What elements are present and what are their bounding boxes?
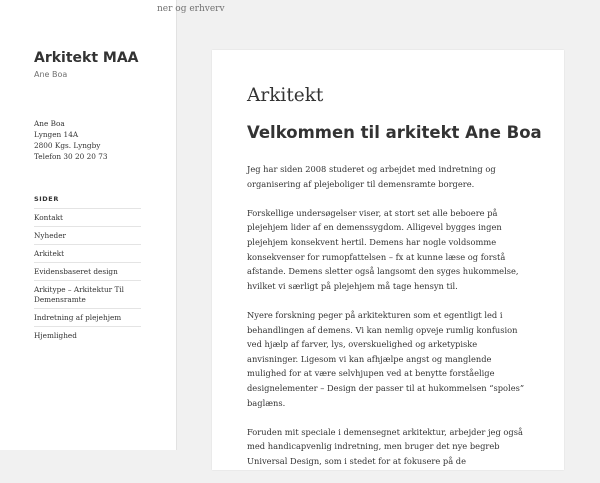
text-line: med handicapvenlig indretning, men bruger det nye begreb xyxy=(247,441,500,452)
paragraph xyxy=(247,425,547,469)
text-line: organisering af plejeboliger til demensramte borgere. xyxy=(247,178,475,189)
nav-item-arkitype[interactable] xyxy=(34,281,141,309)
text-line: Nyere forskning peger på arkitekturen som et egentligt led i xyxy=(247,309,503,320)
text-line: Forskellige undersøgelser viser, at stort set alle beboere på xyxy=(247,207,498,218)
text-line: plejehjem lider af en demenssygdom. Alligevel bygges ingen xyxy=(247,222,502,233)
sidebar xyxy=(0,0,177,450)
text-line: plejehjem konsekvent hertil. Demens har nogle voldsomme xyxy=(247,236,497,247)
main-content xyxy=(212,50,564,470)
text-line: hvilket vi særligt på plejehjem må tage hensyn til. xyxy=(247,280,458,291)
nav-item-indretning-af-plejehjem[interactable]: Indretning af plejehjem xyxy=(34,309,141,327)
top-bar-text[interactable]: ner og erhverv xyxy=(157,4,225,14)
text-line: anvisninger. Ligesom vi kan afhjælpe angst og manglende xyxy=(247,353,492,364)
text-line: Foruden mit speciale i demensegnet arkitektur, arbejder jeg også xyxy=(247,426,523,437)
text-line: Jeg har siden 2008 studeret og arbejdet med indretning og xyxy=(247,164,496,174)
nav-item-nyheder[interactable]: Nyheder xyxy=(34,227,141,245)
nav-item-label-line: Demensramte xyxy=(34,295,86,304)
page-title: Arkitekt xyxy=(247,85,324,106)
nav-item-arkitekt[interactable]: Arkitekt xyxy=(34,245,141,263)
nav-item-label-line: Arkitype – Arkitektur Til xyxy=(34,285,125,294)
paragraph xyxy=(247,308,547,410)
address-line: Ane Boa xyxy=(34,119,65,128)
text-line: Universal Design, som i stedet for at fokusere på de xyxy=(247,455,467,466)
paragraph xyxy=(247,206,547,294)
text-line: konsekvenser for rumopfattelsen – fx at kunne læse og forstå xyxy=(247,251,506,262)
paragraph xyxy=(247,162,547,191)
text-line: ved hjælp af farver, lys, overskuelighed og arketypiske xyxy=(247,339,478,350)
nav-item-kontakt[interactable]: Kontakt xyxy=(34,209,141,227)
welcome-heading: Velkommen til arkitekt Ane Boa xyxy=(247,123,542,142)
text-line: designelementer – Design der passer til at hukommelsen “spoles” xyxy=(247,382,525,393)
nav-item-evidensbaseret-design[interactable]: Evidensbaseret design xyxy=(34,263,141,281)
address-line: Lyngen 14A xyxy=(34,130,79,139)
pages-nav xyxy=(34,208,141,344)
nav-item-hjemlighed[interactable]: Hjemlighed xyxy=(34,331,77,340)
text-line: baglæns. xyxy=(247,397,286,408)
site-title[interactable]: Arkitekt MAA xyxy=(34,50,139,66)
address-line: Telefon 30 20 20 73 xyxy=(34,152,108,161)
site-tagline: Ane Boa xyxy=(34,70,68,79)
text-line: afstande. Demens sletter også langsomt den syges hukommelse, xyxy=(247,266,519,277)
address-line: 2800 Kgs. Lyngby xyxy=(34,141,101,150)
pages-widget-title: SIDER xyxy=(34,195,59,203)
address-block xyxy=(34,118,107,162)
article-body xyxy=(247,162,547,483)
text-line: mulighed for at være selvhjupen ved at benytte forståelige xyxy=(247,368,495,379)
text-line: behandlingen af demens. Vi kan nemlig opveje rumlig konfusion xyxy=(247,324,518,335)
